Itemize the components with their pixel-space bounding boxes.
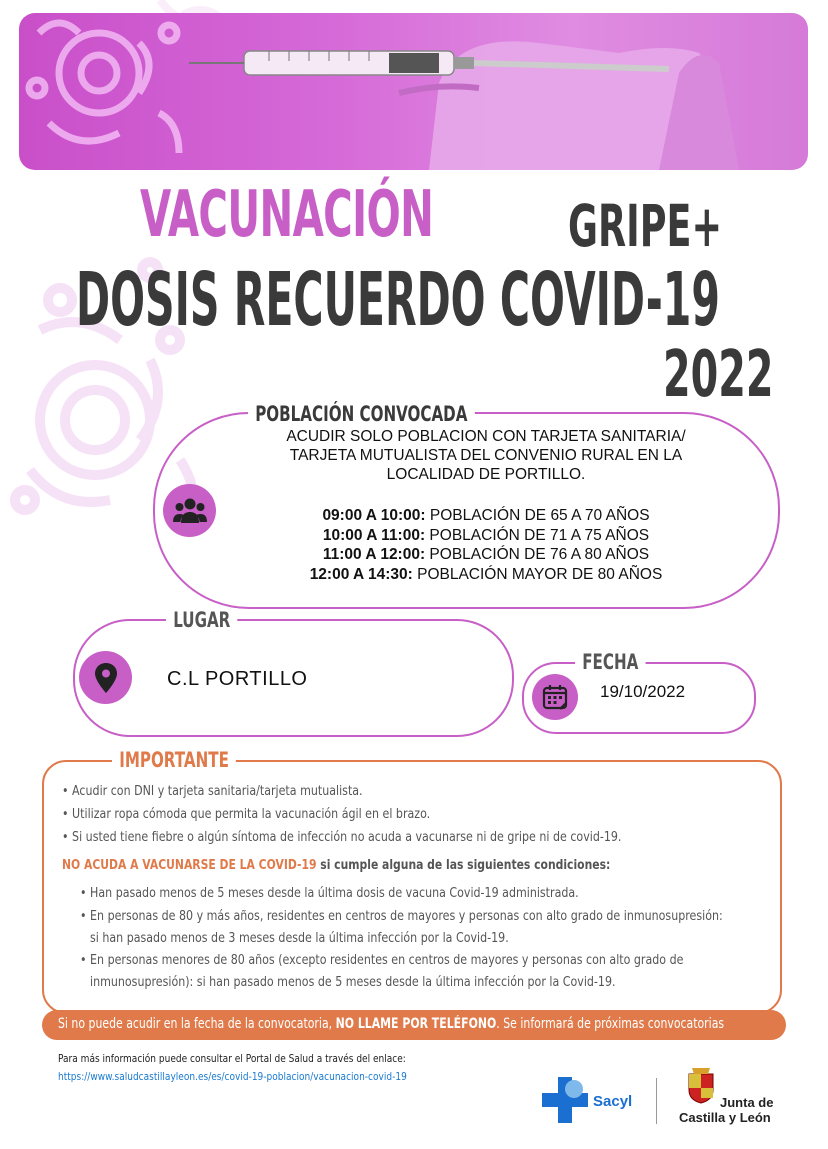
title-dosis-recuerdo: DOSIS RECUERDO COVID-19	[76, 257, 720, 343]
poblacion-intro-line: ACUDIR SOLO POBLACION CON TARJETA SANITARIA/	[286, 428, 686, 445]
schedule-time: 10:00 A 11:00:	[322, 526, 426, 544]
poblacion-schedule	[226, 506, 746, 584]
footer-info: Para más información puede consultar el Portal de Salud a través del enlace:	[58, 1052, 406, 1065]
sacyl-logo	[540, 1075, 590, 1125]
notice-text	[58, 1016, 724, 1032]
condition-item-cont	[90, 971, 616, 993]
warning-rest: si cumple alguna de las siguientes condiciones:	[316, 857, 611, 873]
title-vacunacion: VACUNACIÓN	[140, 178, 434, 252]
importante-bullet: • Utilizar ropa cómoda que permita la vacunación ágil en el brazo.	[62, 806, 431, 822]
notice-strong: NO LLAME POR TELÉFONO	[335, 1016, 497, 1032]
warning-strong: NO ACUDA A VACUNARSE DE LA COVID-19	[62, 857, 317, 873]
schedule-row	[226, 506, 746, 526]
condition-item: • En personas menores de 80 años (excepto residentes en centros de mayores y personas con alto grado de	[80, 952, 684, 968]
condition-item: • Han pasado menos de 5 meses desde la última dosis de vacuna Covid-19 administrada.	[80, 885, 579, 901]
location-pin-icon	[95, 663, 117, 693]
condition-text: inmunosupresión): si han pasado menos de 5 meses desde la última infección por la Covid-19.	[90, 974, 616, 990]
lugar-value: C.L PORTILLO	[167, 668, 308, 690]
calendar-icon	[541, 683, 569, 711]
condition-item-cont	[90, 927, 509, 949]
poblacion-intro-line: LOCALIDAD DE PORTILLO.	[386, 466, 586, 483]
importante-bullet: • Si usted tiene fiebre o algún síntoma de infección no acuda a vacunarse ni de gripe ni de covid-19.	[62, 829, 622, 845]
footer-divider	[656, 1078, 657, 1124]
importante-bullet-text: Si usted tiene fiebre o algún síntoma de infección no acuda a vacunarse ni de gripe ni de covid-19.	[72, 829, 622, 845]
importante-bullet-text: Utilizar ropa cómoda que permita la vacunación ágil en el brazo.	[72, 806, 431, 822]
hero-banner	[19, 13, 808, 170]
poblacion-intro	[226, 427, 746, 484]
lugar-icon-circle	[79, 651, 132, 704]
fecha-value: 19/10/2022	[600, 682, 686, 701]
importante-bullet-text: Acudir con DNI y tarjeta sanitaria/tarjeta mutualista.	[72, 783, 363, 799]
syringe-illustration	[19, 13, 808, 170]
poblacion-icon-circle	[163, 484, 216, 537]
schedule-row	[226, 526, 746, 546]
notice-part2: . Se informará de próximas convocatorias	[496, 1016, 725, 1032]
schedule-text: POBLACIÓN DE 76 A 80 AÑOS	[425, 546, 650, 563]
importante-bullet: • Acudir con DNI y tarjeta sanitaria/tarjeta mutualista.	[62, 783, 363, 799]
poblacion-intro-line: TARJETA MUTUALISTA DEL CONVENIO RURAL EN LA	[289, 447, 683, 464]
schedule-time: 09:00 A 10:00:	[322, 507, 426, 524]
condition-text: En personas de 80 y más años, residentes en centros de mayores y personas con alto grado de inmunosupresión:	[90, 908, 723, 924]
title-year: 2022	[663, 338, 774, 412]
fecha-heading: FECHA	[575, 650, 646, 674]
lugar-heading: LUGAR	[166, 608, 238, 632]
fecha-icon-circle	[532, 674, 578, 720]
condition-text: Han pasado menos de 5 meses desde la última dosis de vacuna Covid-19 administrada.	[90, 885, 579, 901]
footer-link[interactable]: https://www.saludcastillayleon.es/es/covid-19-poblacion/vacunacion-covid-19	[58, 1070, 407, 1083]
people-group-icon	[173, 497, 207, 525]
junta-coat-of-arms-icon	[686, 1066, 716, 1104]
importante-warning	[62, 854, 610, 876]
schedule-text: POBLACIÓN MAYOR DE 80 AÑOS	[412, 565, 663, 583]
importante-heading: IMPORTANTE	[112, 748, 236, 772]
condition-text: En personas menores de 80 años (excepto residentes en centros de mayores y personas con alto grado de	[90, 952, 684, 968]
schedule-time: 12:00 A 14:30:	[309, 565, 413, 583]
schedule-row	[226, 565, 746, 585]
junta-line2: Castilla y León	[679, 1110, 771, 1125]
schedule-row	[226, 545, 746, 565]
condition-item: • En personas de 80 y más años, residentes en centros de mayores y personas con alto grado de inmunosupresión:	[80, 908, 723, 924]
title-gripe: GRIPE+	[568, 192, 723, 260]
notice-part1: Si no puede acudir en la fecha de la convocatoria,	[58, 1016, 336, 1032]
schedule-time: 11:00 A 12:00:	[322, 546, 426, 563]
junta-line1: Junta de	[720, 1095, 774, 1110]
poblacion-heading: POBLACIÓN CONVOCADA	[248, 402, 475, 426]
sacyl-text: Sacyl	[593, 1093, 633, 1110]
schedule-text: POBLACIÓN DE 65 A 70 AÑOS	[425, 507, 650, 524]
schedule-text: POBLACIÓN DE 71 A 75 AÑOS	[425, 526, 650, 544]
condition-text: si han pasado menos de 3 meses desde la última infección por la Covid-19.	[90, 930, 509, 946]
